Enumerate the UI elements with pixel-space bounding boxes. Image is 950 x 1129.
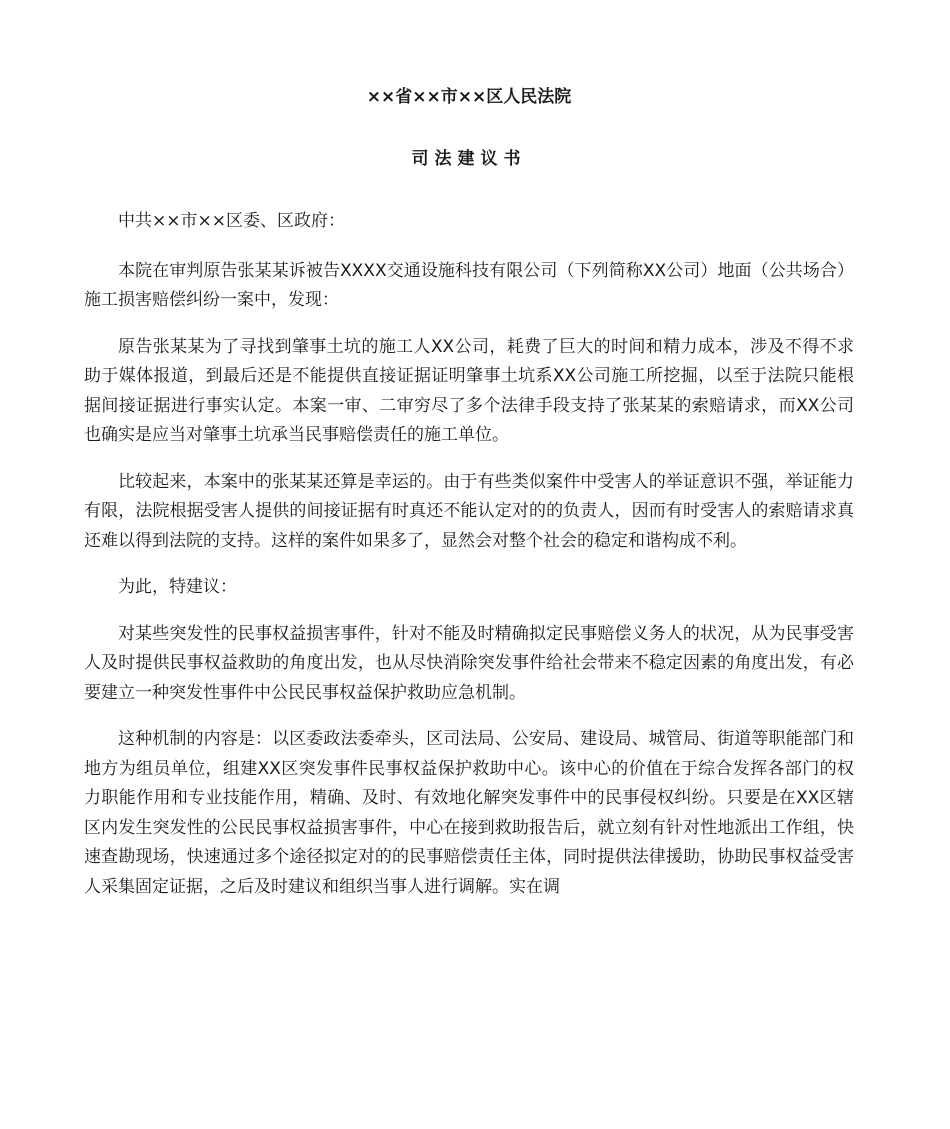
document-body — [84, 207, 854, 919]
document-title: 司法建议书 — [411, 149, 527, 169]
paragraph-suggestion: 对某些突发性的民事权益损害事件，针对不能及时精确拟定民事赔偿义务人的状况，从为民事受害人及时提供民事权益救助的角度出发，也从尽快消除突发事件给社会带来不稳定因素的角度出发，有必要建立一种突发性事件中公民民事权益保护救助应急机制。 — [84, 623, 854, 703]
paragraph-comparison: 比较起来，本案中的张某某还算是幸运的。由于有些类似案件中受害人的举证意识不强，举证能力有限，法院根据受害人提供的间接证据有时真还不能认定对的的负责人，因而有时受害人的索赔请求真还难以得到法院的支持。这样的案件如果多了，显然会对整个社会的稳定和谐构成不利。 — [84, 471, 854, 551]
paragraph-intro: 本院在审判原告张某某诉被告XXXX交通设施科技有限公司（下列简称XX公司）地面（公共场合）施工损害赔偿纠纷一案中，发现： — [84, 260, 854, 310]
court-name: ××省××市××区人民法院 — [366, 87, 572, 107]
salutation: 中共××市××区委、区政府： — [118, 211, 345, 231]
paragraph-facts: 原告张某某为了寻找到肇事土坑的施工人XX公司，耗费了巨大的时间和精力成本，涉及不得不求助于媒体报道，到最后还是不能提供直接证据证明肇事土坑系XX公司施工所挖掘，以至于法院只能根据间接证据进行事实认定。本案一审、二审穷尽了多个法律手段支持了张某某的索赔请求，而XX公司也确实是应当对肇事土坑承当民事赔偿责任的施工单位。 — [84, 336, 854, 445]
paragraph-mechanism: 这种机制的内容是：以区委政法委牵头，区司法局、公安局、建设局、城管局、街道等职能部门和地方为组员单位，组建XX区突发事件民事权益保护救助中心。该中心的价值在于综合发挥各部门的权力职能作用和专业技能作用，精确、及时、有效地化解突发事件中的民事侵权纠纷。只要是在XX区辖区内发生突发性的公民民事权益损害事件，中心在接到救助报告后，就立刻有针对性地派出工作组，快速查勘现场，快速通过多个途径拟定对的的民事赔偿责任主体，同时提供法律援助，协助民事权益受害人采集固定证据，之后及时建议和组织当事人进行调解。实在调 — [84, 729, 854, 897]
paragraph-suggestion-lead: 为此，特建议： — [118, 577, 237, 597]
